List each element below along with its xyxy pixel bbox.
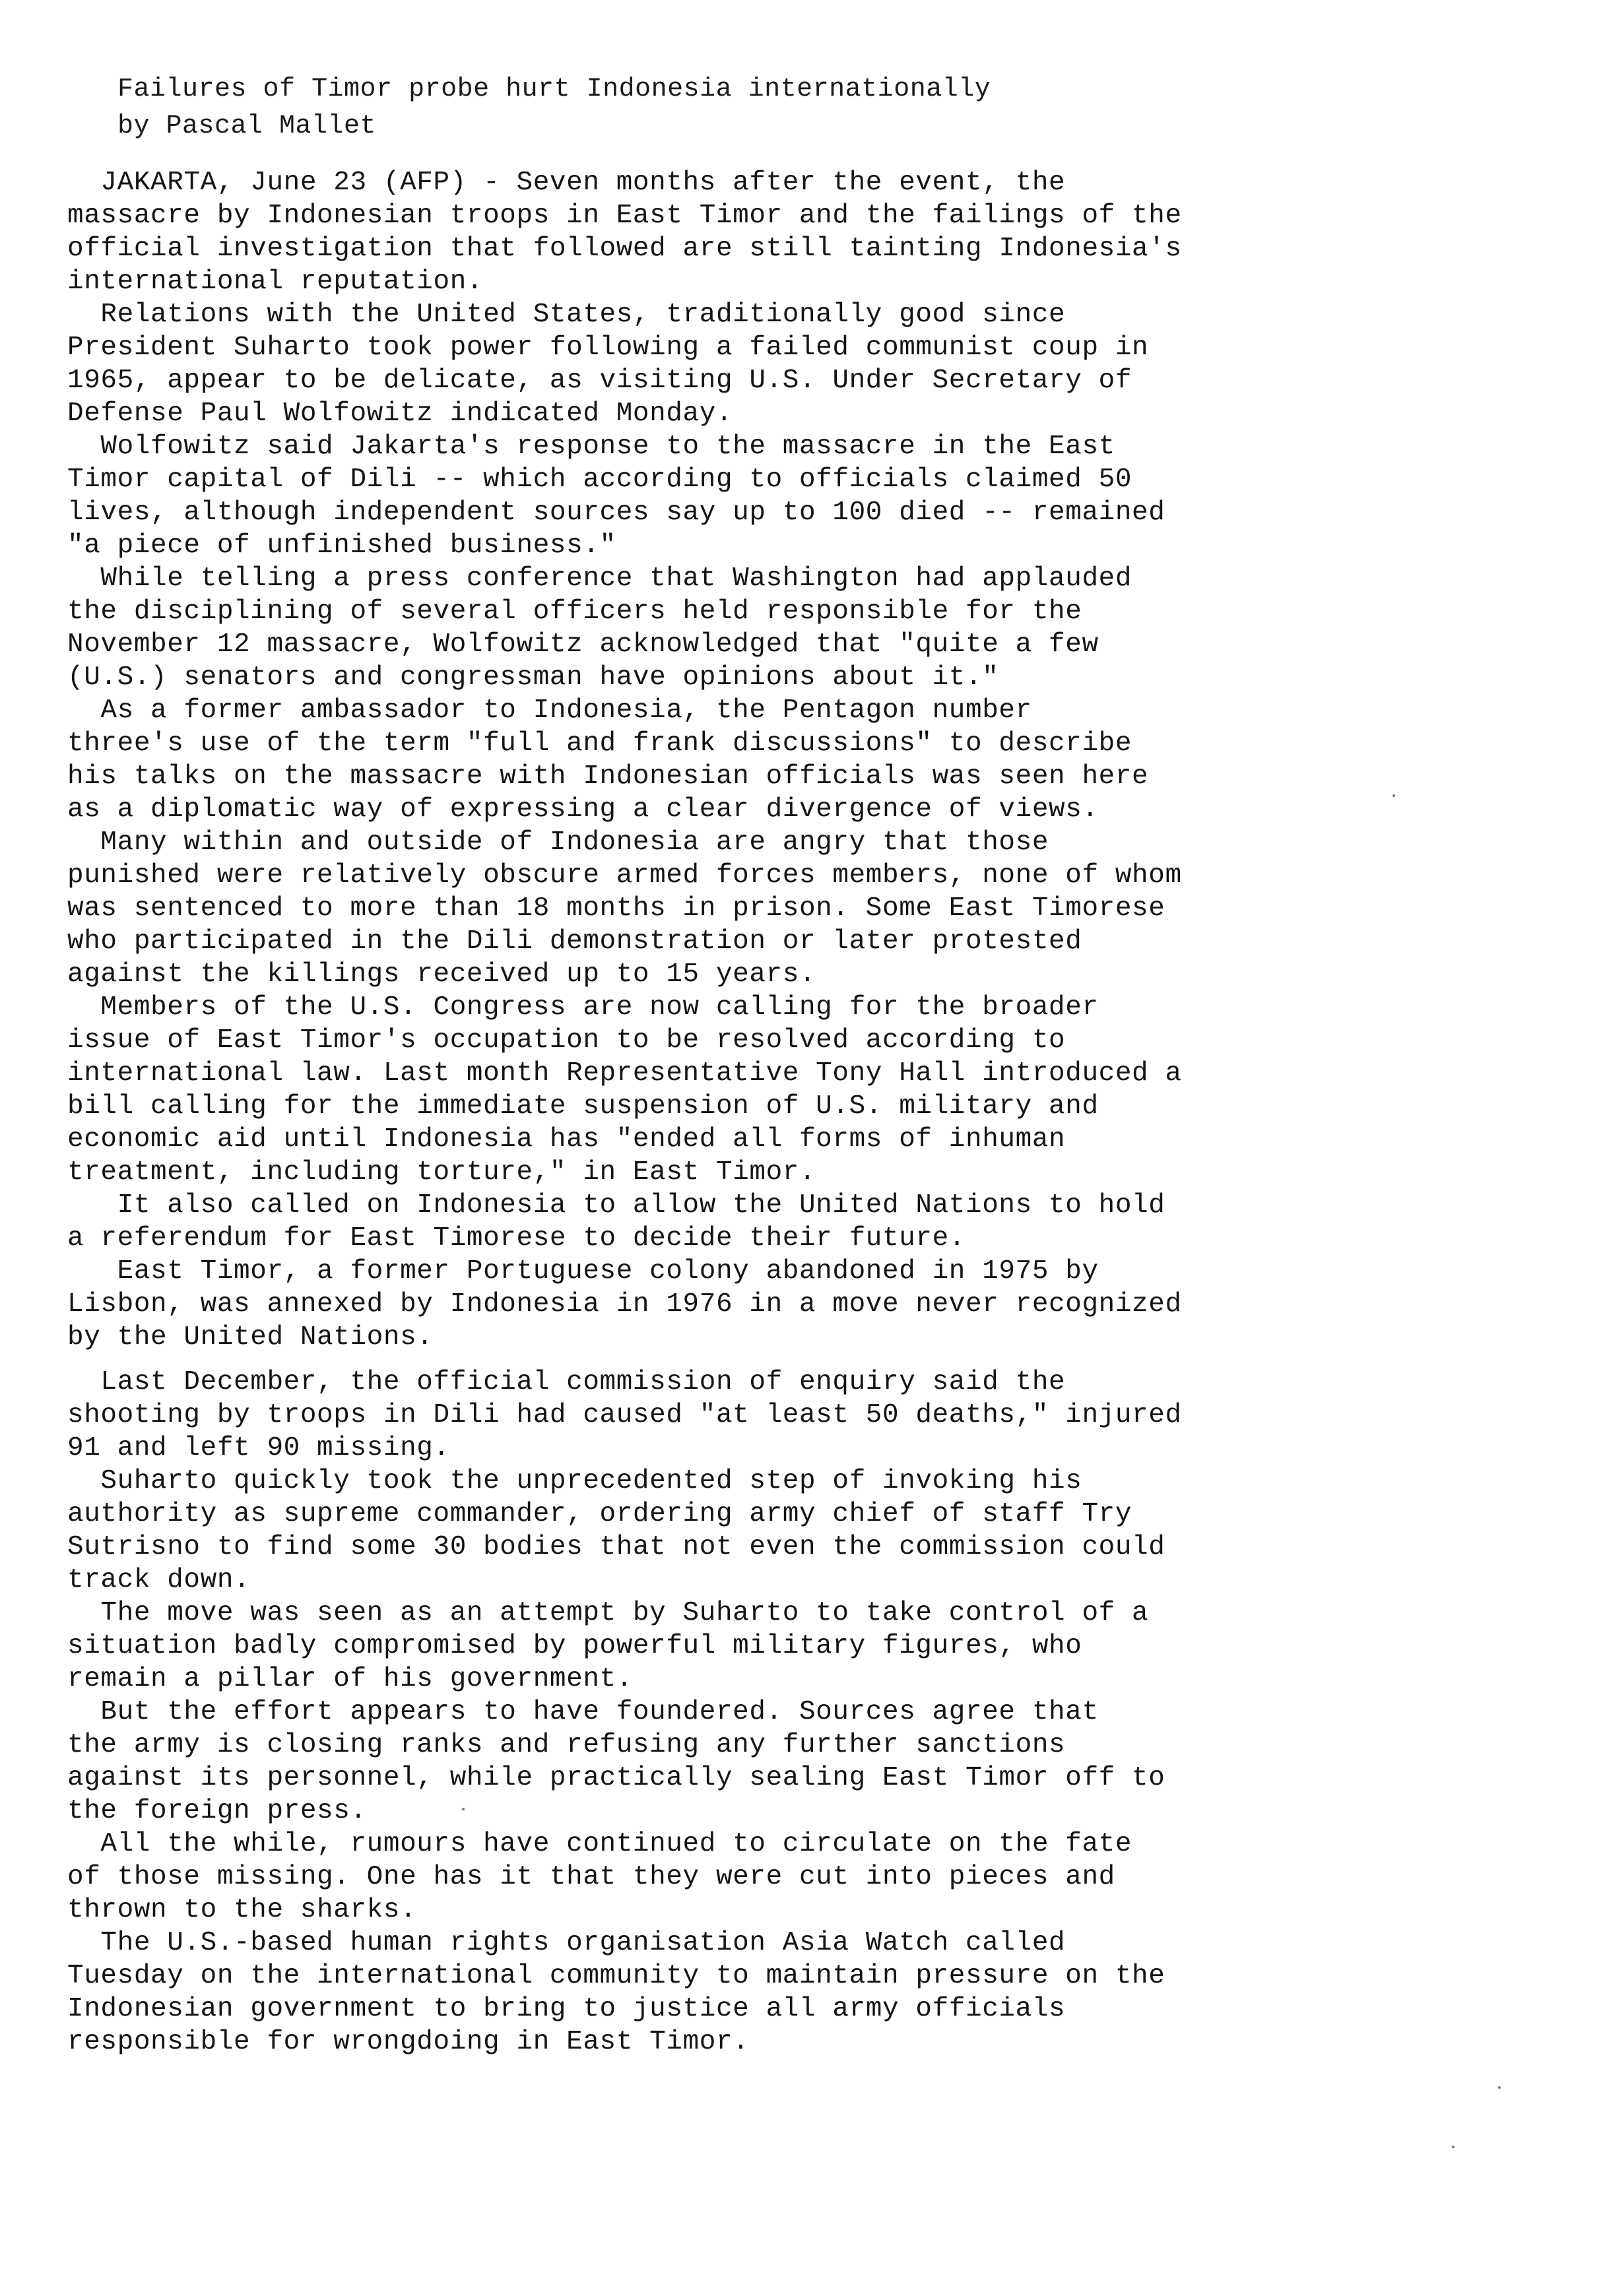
text-line: situation badly compromised by powerful military figures, who xyxy=(67,1631,1082,1661)
article-header xyxy=(117,71,1503,145)
text-line: 91 and left 90 missing. xyxy=(67,1433,450,1463)
text-line: his talks on the massacre with Indonesian officials was seen here xyxy=(67,761,1149,792)
article-paragraph xyxy=(67,1189,1559,1255)
article-title: Failures of Timor probe hurt Indonesia internationally xyxy=(117,75,991,104)
text-line: a referendum for East Timorese to decide their future. xyxy=(67,1223,966,1254)
text-line: as a diplomatic way of expressing a clear divergence of views. xyxy=(67,794,1099,825)
text-line: against its personnel, while practically sealing East Timor off to xyxy=(67,1763,1165,1793)
text-line: against the killings received up to 15 years. xyxy=(67,959,816,990)
text-line: Indonesian government to bring to justice all army officials xyxy=(67,1994,1066,2024)
text-line: Timor capital of Dili -- which according to officials claimed 50 xyxy=(67,464,1132,495)
article-paragraph xyxy=(67,1927,1559,2058)
article-paragraph xyxy=(67,298,1559,430)
article-paragraph xyxy=(67,1465,1559,1597)
scan-speck xyxy=(1498,2086,1501,2089)
text-line: international law. Last month Representative Tony Hall introduced a xyxy=(67,1058,1182,1089)
article-paragraph xyxy=(67,1597,1559,1696)
text-line: Lisbon, was annexed by Indonesia in 1976 in a move never recognized xyxy=(67,1289,1182,1320)
text-line: responsible for wrongdoing in East Timor. xyxy=(67,2027,750,2057)
text-line: official investigation that followed are still tainting Indonesia's xyxy=(67,234,1182,264)
article-paragraph xyxy=(67,1255,1559,1354)
text-line: authority as supreme commander, ordering army chief of staff Try xyxy=(67,1499,1132,1529)
text-line: track down. xyxy=(67,1565,251,1595)
article-paragraph xyxy=(67,166,1559,298)
text-line: November 12 massacre, Wolfowitz acknowledged that "quite a few xyxy=(67,629,1099,660)
text-line: (U.S.) senators and congressman have opinions about it." xyxy=(67,662,999,693)
text-line: was sentenced to more than 18 months in prison. Some East Timorese xyxy=(67,893,1165,924)
text-line: It also called on Indonesia to allow the United Nations to hold xyxy=(67,1190,1165,1221)
paragraph-gap xyxy=(67,1354,1559,1366)
text-line: massacre by Indonesian troops in East Timor and the failings of the xyxy=(67,201,1182,231)
text-line: remain a pillar of his government. xyxy=(67,1664,633,1694)
text-line: Wolfowitz said Jakarta's response to the massacre in the East xyxy=(67,431,1115,462)
text-line: Suharto quickly took the unprecedented step of invoking his xyxy=(67,1466,1082,1496)
text-line: bill calling for the immediate suspension of U.S. military and xyxy=(67,1091,1099,1122)
text-line: who participated in the Dili demonstration or later protested xyxy=(67,926,1082,957)
text-line: economic aid until Indonesia has "ended all forms of inhuman xyxy=(67,1124,1066,1155)
scan-speck xyxy=(1452,2146,1455,2148)
text-line: The move was seen as an attempt by Suharto to take control of a xyxy=(67,1598,1149,1628)
text-line: issue of East Timor's occupation to be resolved according to xyxy=(67,1025,1066,1056)
text-line: Relations with the United States, traditionally good since xyxy=(67,300,1066,330)
article-byline: by Pascal Mallet xyxy=(117,112,377,141)
text-line: Last December, the official commission of enquiry said the xyxy=(67,1367,1066,1397)
text-line: lives, although independent sources say up to 100 died -- remained xyxy=(67,497,1165,528)
text-line: While telling a press conference that Washington had applauded xyxy=(67,563,1132,594)
article-paragraph xyxy=(67,826,1559,991)
text-line: three's use of the term "full and frank discussions" to describe xyxy=(67,728,1132,759)
text-line: shooting by troops in Dili had caused "at least 50 deaths," injured xyxy=(67,1400,1182,1430)
text-line: Many within and outside of Indonesia are angry that those xyxy=(67,827,1049,858)
text-line: As a former ambassador to Indonesia, the Pentagon number xyxy=(67,695,1032,726)
scan-speck xyxy=(462,1808,465,1810)
text-line: East Timor, a former Portuguese colony abandoned in 1975 by xyxy=(67,1256,1099,1287)
text-line: treatment, including torture," in East Timor. xyxy=(67,1157,816,1188)
text-line: the disciplining of several officers held responsible for the xyxy=(67,596,1082,627)
article-paragraph xyxy=(67,430,1559,562)
article-paragraph xyxy=(67,562,1559,694)
text-line: the foreign press. xyxy=(67,1796,367,1826)
text-line: But the effort appears to have foundered. Sources agree that xyxy=(67,1697,1099,1727)
text-line: "a piece of unfinished business." xyxy=(67,530,616,561)
article-paragraph xyxy=(67,694,1559,826)
text-line: Sutrisno to find some 30 bodies that not even the commission could xyxy=(67,1532,1165,1562)
article-body xyxy=(67,166,1559,2058)
text-line: thrown to the sharks. xyxy=(67,1895,417,1925)
article-paragraph xyxy=(67,1366,1559,1465)
text-line: JAKARTA, June 23 (AFP) - Seven months after the event, the xyxy=(67,168,1066,198)
text-line: President Suharto took power following a failed communist coup in xyxy=(67,333,1149,363)
text-line: international reputation. xyxy=(67,267,484,297)
article-paragraph xyxy=(67,1828,1559,1927)
text-line: by the United Nations. xyxy=(67,1322,434,1353)
text-line: The U.S.-based human rights organisation Asia Watch called xyxy=(67,1928,1066,1958)
scan-speck xyxy=(1392,794,1395,797)
text-line: punished were relatively obscure armed forces members, none of whom xyxy=(67,860,1182,891)
text-line: Members of the U.S. Congress are now calling for the broader xyxy=(67,992,1099,1023)
text-line: All the while, rumours have continued to circulate on the fate xyxy=(67,1829,1132,1859)
text-line: of those missing. One has it that they were cut into pieces and xyxy=(67,1862,1115,1892)
text-line: Tuesday on the international community to maintain pressure on the xyxy=(67,1961,1165,1991)
text-line: the army is closing ranks and refusing any further sanctions xyxy=(67,1730,1066,1760)
article-paragraph xyxy=(67,991,1559,1189)
text-line: 1965, appear to be delicate, as visiting U.S. Under Secretary of xyxy=(67,366,1132,396)
article-paragraph xyxy=(67,1696,1559,1828)
text-line: Defense Paul Wolfowitz indicated Monday. xyxy=(67,399,733,429)
